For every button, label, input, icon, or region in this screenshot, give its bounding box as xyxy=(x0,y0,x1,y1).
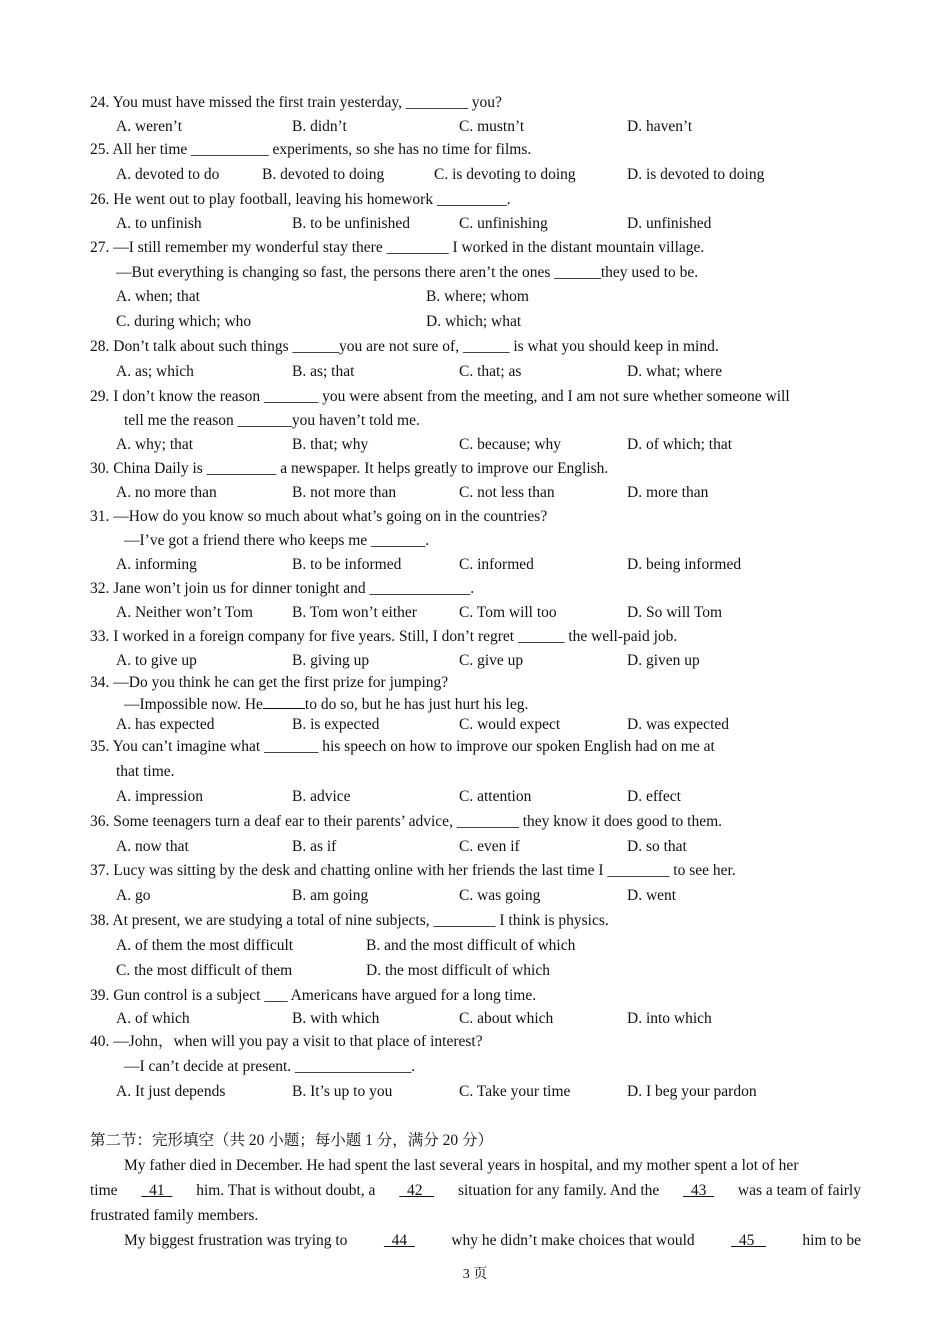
option-c: C. that; as xyxy=(459,363,522,380)
cloze-paragraph-1-line-2 xyxy=(90,1181,861,1201)
option-d: D. was expected xyxy=(627,716,729,733)
option-d: D. the most difficult of which xyxy=(366,962,550,979)
cloze-text: him to be xyxy=(802,1232,861,1249)
option-a: A. no more than xyxy=(116,484,217,501)
blank xyxy=(263,694,305,709)
option-c: C. informed xyxy=(459,556,534,573)
option-b: B. that; why xyxy=(292,436,369,453)
option-a: A. to give up xyxy=(116,652,197,669)
cloze-text: My biggest frustration was trying to xyxy=(124,1232,348,1249)
page-number: 3 页 xyxy=(462,1267,488,1282)
option-a: A. to unfinish xyxy=(116,215,202,232)
cloze-blank-45: 45 xyxy=(738,1232,755,1249)
option-d: D. effect xyxy=(627,788,681,805)
question-stem-40: 40. —John，when will you pay a visit to that place of interest? xyxy=(90,1033,483,1050)
option-c: C. Take your time xyxy=(459,1083,571,1100)
option-b: B. where; whom xyxy=(426,288,529,305)
option-a: A. devoted to do xyxy=(116,166,220,183)
question-stem-27-reply: —But everything is changing so fast, the persons there aren’t the ones ______they used to be. xyxy=(116,264,699,281)
option-c: C. about which xyxy=(459,1010,554,1027)
question-stem-24: 24. You must have missed the first train yesterday, ________ you? xyxy=(90,94,502,111)
section-heading: 第二节：完形填空（共 20 小题；每小题 1 分，满分 20 分） xyxy=(90,1132,494,1149)
question-stem-32: 32. Jane won’t join us for dinner tonight and _____________. xyxy=(90,580,475,597)
cloze-text: time xyxy=(90,1182,118,1199)
option-a: A. Neither won’t Tom xyxy=(116,604,253,621)
option-d: D. is devoted to doing xyxy=(627,166,765,183)
option-b: B. to be unfinished xyxy=(292,215,410,232)
option-d: D. more than xyxy=(627,484,709,501)
option-c: C. not less than xyxy=(459,484,555,501)
question-stem-33: 33. I worked in a foreign company for five years. Still, I don’t regret ______ the well-paid job. xyxy=(90,628,678,645)
option-a: A. why; that xyxy=(116,436,194,453)
option-c: C. was going xyxy=(459,887,541,904)
option-c: C. during which; who xyxy=(116,313,252,330)
question-stem-37: 37. Lucy was sitting by the desk and chatting online with her friends the last time I ________ to see her. xyxy=(90,862,736,879)
option-a: A. of them the most difficult xyxy=(116,937,294,954)
option-a: A. as; which xyxy=(116,363,194,380)
option-a: A. now that xyxy=(116,838,189,855)
cloze-text: was a team of fairly xyxy=(737,1182,861,1199)
option-c: C. Tom will too xyxy=(459,604,557,621)
question-stem-29-cont: tell me the reason _______you haven’t told me. xyxy=(124,412,420,429)
option-d: D. So will Tom xyxy=(627,604,723,621)
option-b: B. as if xyxy=(292,838,337,855)
option-d: D. which; what xyxy=(426,313,522,330)
cloze-paragraph-1-line-1: My father died in December. He had spent the last several years in hospital, and my mother spent a lot of her xyxy=(124,1157,799,1174)
question-stem-25: 25. All her time __________ experiments, so she has no time for films. xyxy=(90,141,532,158)
option-b: B. is expected xyxy=(292,716,380,733)
option-b: B. giving up xyxy=(292,652,370,669)
option-b: B. didn’t xyxy=(292,118,347,135)
option-d: D. into which xyxy=(627,1010,712,1027)
question-stem-26: 26. He went out to play football, leaving his homework _________. xyxy=(90,191,511,208)
question-stem-34: 34. —Do you think he can get the first prize for jumping? xyxy=(90,674,449,691)
option-d: D. being informed xyxy=(627,556,742,573)
cloze-text: situation for any family. And the xyxy=(457,1182,660,1199)
cloze-blank-43: 43 xyxy=(690,1182,707,1199)
option-a: A. weren’t xyxy=(116,118,182,135)
question-stem-34-reply xyxy=(124,694,528,715)
reply-text-start: —Impossible now. He xyxy=(124,696,263,713)
option-b: B. am going xyxy=(292,887,369,904)
option-d: D. I beg your pardon xyxy=(627,1083,757,1100)
question-stem-39: 39. Gun control is a subject ___ Americans have argued for a long time. xyxy=(90,987,537,1004)
option-b: B. as; that xyxy=(292,363,355,380)
cloze-blank-42: 42 xyxy=(407,1182,423,1199)
cloze-text: him. That is without doubt, a xyxy=(196,1182,376,1199)
question-stem-35: 35. You can’t imagine what _______ his speech on how to improve our spoken English had on me at xyxy=(90,738,715,755)
option-b: B. to be informed xyxy=(292,556,402,573)
option-b: B. and the most difficult of which xyxy=(366,937,576,954)
option-a: A. It just depends xyxy=(116,1083,226,1100)
option-b: B. devoted to doing xyxy=(262,166,385,183)
option-d: D. what; where xyxy=(627,363,723,380)
option-d: D. so that xyxy=(627,838,687,855)
cloze-blank-44: 44 xyxy=(391,1232,408,1249)
option-b: B. not more than xyxy=(292,484,397,501)
option-d: D. unfinished xyxy=(627,215,712,232)
option-d: D. given up xyxy=(627,652,700,669)
question-stem-35-cont: that time. xyxy=(116,763,175,780)
option-a: A. of which xyxy=(116,1010,190,1027)
question-stem-36: 36. Some teenagers turn a deaf ear to their parents’ advice, ________ they know it does good to them. xyxy=(90,813,723,830)
option-c: C. even if xyxy=(459,838,520,855)
question-stem-38: 38. At present, we are studying a total of nine subjects, ________ I think is physics. xyxy=(90,912,609,929)
option-d: D. went xyxy=(627,887,677,904)
option-c: C. would expect xyxy=(459,716,561,733)
option-a: A. has expected xyxy=(116,716,215,733)
question-stem-29: 29. I don’t know the reason _______ you were absent from the meeting, and I am not sure whether someone will xyxy=(90,388,790,405)
question-stem-40-reply: —I can’t decide at present. _______________. xyxy=(124,1058,416,1075)
cloze-blank-41: 41 xyxy=(149,1182,165,1199)
option-a: A. when; that xyxy=(116,288,200,305)
cloze-paragraph-1-line-3: frustrated family members. xyxy=(90,1207,259,1224)
option-b: B. advice xyxy=(292,788,351,805)
option-c: C. attention xyxy=(459,788,532,805)
option-d: D. haven’t xyxy=(627,118,693,135)
option-b: B. Tom won’t either xyxy=(292,604,417,621)
option-c: C. unfinishing xyxy=(459,215,548,232)
question-stem-28: 28. Don’t talk about such things ______you are not sure of, ______ is what you should keep in mind. xyxy=(90,338,719,355)
option-c: C. give up xyxy=(459,652,524,669)
question-stem-31-reply: —I’ve got a friend there who keeps me _______. xyxy=(124,532,430,549)
option-d: D. of which; that xyxy=(627,436,733,453)
option-a: A. informing xyxy=(116,556,197,573)
option-c: C. mustn’t xyxy=(459,118,525,135)
option-a: A. impression xyxy=(116,788,203,805)
option-a: A. go xyxy=(116,887,151,904)
reply-text-end: to do so, but he has just hurt his leg. xyxy=(304,696,529,713)
cloze-text: why he didn’t make choices that would xyxy=(451,1232,695,1249)
question-stem-27: 27. —I still remember my wonderful stay there ________ I worked in the distant mountain village. xyxy=(90,239,705,256)
question-stem-30: 30. China Daily is _________ a newspaper. It helps greatly to improve our English. xyxy=(90,460,609,477)
question-stem-31: 31. —How do you know so much about what’s going on in the countries? xyxy=(90,508,548,525)
option-c: C. because; why xyxy=(459,436,562,453)
option-c: C. the most difficult of them xyxy=(116,962,293,979)
option-b: B. It’s up to you xyxy=(292,1083,393,1100)
option-b: B. with which xyxy=(292,1010,380,1027)
option-c: C. is devoting to doing xyxy=(434,166,576,183)
cloze-paragraph-2-line-1 xyxy=(124,1231,861,1251)
